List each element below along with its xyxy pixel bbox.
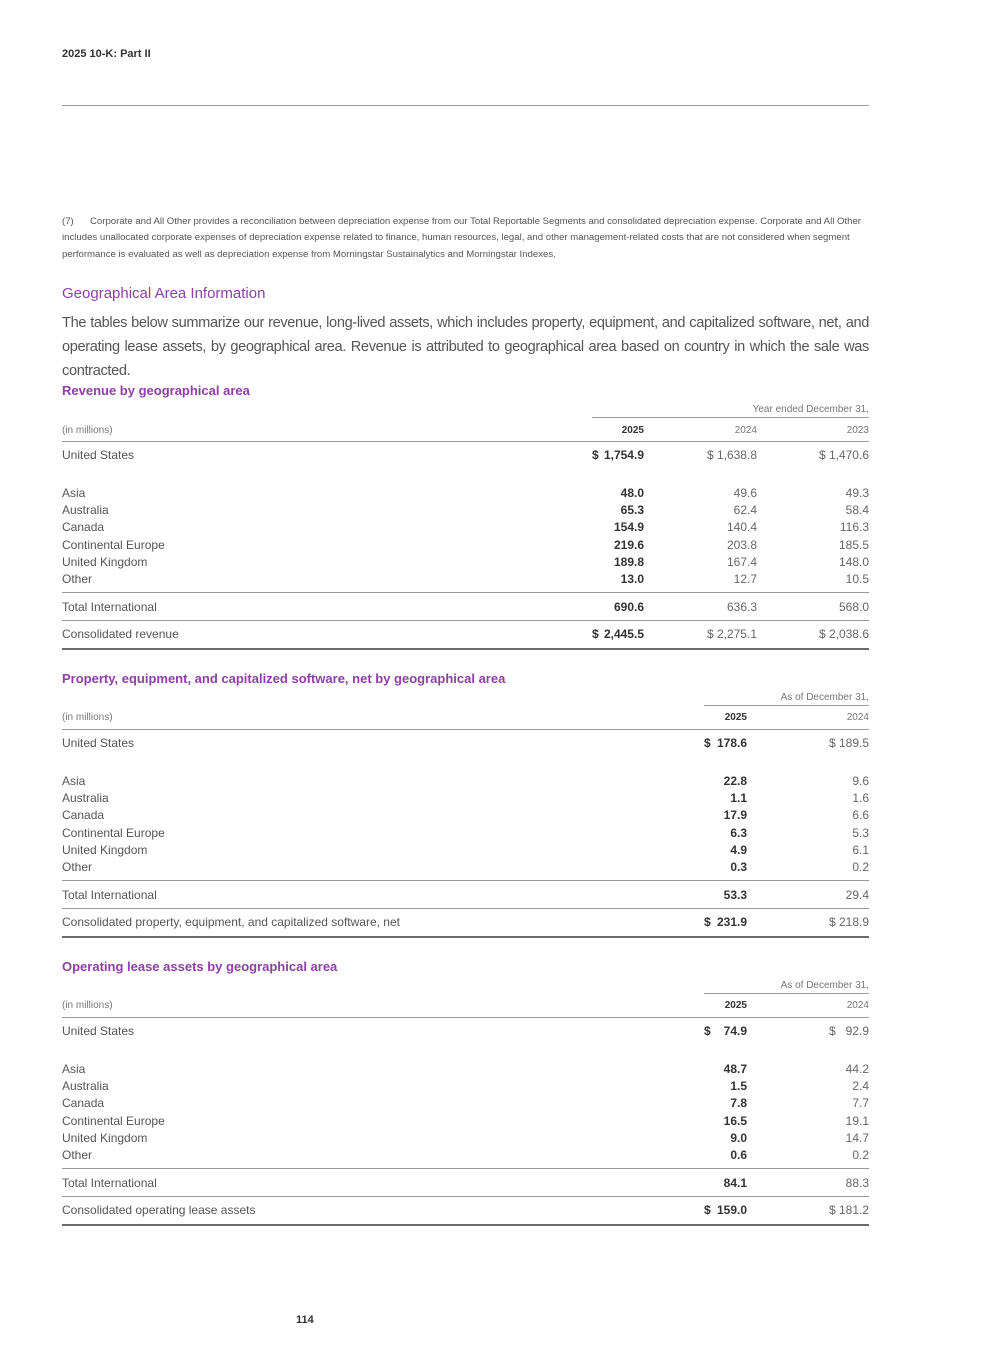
cell-2024: 203.8 bbox=[726, 538, 757, 552]
row-label: Asia bbox=[62, 774, 86, 788]
cell-2025: 2,445.5 bbox=[603, 627, 644, 641]
cell-2024: 6.6 bbox=[852, 808, 869, 822]
cell-2025: 48.7 bbox=[723, 1062, 747, 1076]
subtotal-rule bbox=[62, 1168, 869, 1169]
row-label: Other bbox=[62, 860, 93, 874]
cell-2025: 178.6 bbox=[716, 736, 747, 750]
period-rule bbox=[592, 417, 869, 418]
row-label: Continental Europe bbox=[62, 826, 165, 840]
cell-2023: 185.5 bbox=[838, 538, 869, 552]
dollar-sign: $ bbox=[707, 627, 714, 641]
row-label: Asia bbox=[62, 486, 86, 500]
row-label: Canada bbox=[62, 808, 105, 822]
cell-2025: 231.9 bbox=[716, 915, 747, 929]
cell-2024: 62.4 bbox=[733, 503, 757, 517]
row-label: Other bbox=[62, 572, 93, 586]
row-label: United States bbox=[62, 1024, 135, 1038]
total-rule bbox=[62, 620, 869, 621]
cell-2023: 116.3 bbox=[839, 520, 869, 534]
cell-2025: 1,754.9 bbox=[603, 448, 644, 462]
row-label: United States bbox=[62, 736, 135, 750]
row-label: Australia bbox=[62, 503, 109, 517]
cell-2024: 88.3 bbox=[845, 1176, 869, 1190]
cell-2024: 12.7 bbox=[733, 572, 757, 586]
cell-2024: 140.4 bbox=[726, 520, 757, 534]
cell-2023: 58.4 bbox=[845, 503, 869, 517]
col-header-2024: 2024 bbox=[734, 425, 757, 436]
subtotal-rule bbox=[62, 880, 869, 881]
dollar-sign: $ bbox=[707, 448, 714, 462]
row-label: Australia bbox=[62, 1079, 109, 1093]
cell-2025: 22.8 bbox=[723, 774, 747, 788]
cell-2025: 1.5 bbox=[730, 1079, 747, 1093]
period-rule bbox=[704, 705, 869, 706]
dollar-sign: $ bbox=[592, 448, 599, 462]
cell-2024: 1.6 bbox=[852, 791, 869, 805]
cell-2024: 49.6 bbox=[733, 486, 757, 500]
table-title: Revenue by geographical area bbox=[62, 383, 250, 398]
table-bottom-rule bbox=[62, 936, 869, 938]
section-intro: The tables below summarize our revenue, long-lived assets, which includes property, equipment, and capitalized software, net, and operating lease assets, by geographical area. Revenue is attributed to geographical area based on country in which the sale was contracted. bbox=[62, 315, 869, 379]
period-label: As of December 31, bbox=[780, 692, 869, 703]
table-bottom-rule bbox=[62, 1224, 869, 1226]
row-label: Total International bbox=[62, 600, 157, 614]
dollar-sign: $ bbox=[704, 915, 711, 929]
cell-2023: 49.3 bbox=[845, 486, 869, 500]
unit-label: (in millions) bbox=[62, 712, 113, 723]
header-rule bbox=[62, 729, 869, 730]
cell-2025: 690.6 bbox=[613, 600, 644, 614]
cell-2024: 9.6 bbox=[852, 774, 869, 788]
cell-2024: 6.1 bbox=[852, 843, 869, 857]
dollar-sign: $ bbox=[819, 627, 826, 641]
cell-2025: 53.3 bbox=[723, 888, 747, 902]
cell-2025: 74.9 bbox=[723, 1024, 747, 1038]
cell-2024: 92.9 bbox=[845, 1024, 869, 1038]
row-label: United States bbox=[62, 448, 135, 462]
cell-2025: 1.1 bbox=[730, 791, 747, 805]
col-header-2024: 2024 bbox=[846, 1000, 869, 1011]
cell-2025: 6.3 bbox=[730, 826, 747, 840]
period-label: Year ended December 31, bbox=[752, 404, 869, 415]
cell-2024: 2.4 bbox=[852, 1079, 869, 1093]
col-header-2025: 2025 bbox=[724, 712, 747, 723]
cell-2025: 0.6 bbox=[730, 1148, 747, 1162]
cell-2024: 167.4 bbox=[726, 555, 757, 569]
dollar-sign: $ bbox=[819, 448, 826, 462]
row-label: Canada bbox=[62, 1096, 105, 1110]
total-rule bbox=[62, 1196, 869, 1197]
dollar-sign: $ bbox=[704, 1024, 711, 1038]
cell-2025: 4.9 bbox=[730, 843, 747, 857]
row-label: Continental Europe bbox=[62, 538, 165, 552]
cell-2024: 29.4 bbox=[845, 888, 869, 902]
cell-2025: 65.3 bbox=[620, 503, 644, 517]
cell-2025: 48.0 bbox=[620, 486, 644, 500]
cell-2024: 44.2 bbox=[845, 1062, 869, 1076]
row-label: Consolidated property, equipment, and capitalized software, net bbox=[62, 915, 400, 929]
row-label: United Kingdom bbox=[62, 555, 148, 569]
cell-2025: 13.0 bbox=[620, 572, 644, 586]
row-label: Canada bbox=[62, 520, 105, 534]
row-label: Other bbox=[62, 1148, 93, 1162]
section-heading: Geographical Area Information bbox=[62, 285, 266, 302]
unit-label: (in millions) bbox=[62, 425, 113, 436]
running-header: 2025 10-K: Part II bbox=[62, 48, 151, 60]
cell-2023: 568.0 bbox=[838, 600, 869, 614]
cell-2024: 5.3 bbox=[852, 826, 869, 840]
cell-2025: 16.5 bbox=[723, 1114, 747, 1128]
header-rule bbox=[62, 1017, 869, 1018]
footnote-7 bbox=[62, 214, 869, 263]
cell-2024: 19.1 bbox=[845, 1114, 869, 1128]
row-label: Total International bbox=[62, 1176, 157, 1190]
cell-2025: 9.0 bbox=[730, 1131, 747, 1145]
header-rule bbox=[62, 441, 869, 442]
cell-2025: 154.9 bbox=[613, 520, 644, 534]
cell-2024: 0.2 bbox=[852, 1148, 869, 1162]
table-bottom-rule bbox=[62, 648, 869, 650]
period-rule bbox=[704, 993, 869, 994]
cell-2025: 159.0 bbox=[716, 1203, 747, 1217]
cell-2024: 14.7 bbox=[845, 1131, 869, 1145]
table-title: Property, equipment, and capitalized software, net by geographical area bbox=[62, 671, 506, 686]
col-header-2025: 2025 bbox=[621, 425, 644, 436]
cell-2024: 2,275.1 bbox=[716, 627, 757, 641]
cell-2024: 0.2 bbox=[852, 860, 869, 874]
table-title: Operating lease assets by geographical area bbox=[62, 959, 338, 974]
cell-2024: 7.7 bbox=[852, 1096, 869, 1110]
cell-2025: 189.8 bbox=[613, 555, 644, 569]
dollar-sign: $ bbox=[704, 736, 711, 750]
cell-2024: 1,638.8 bbox=[716, 448, 757, 462]
row-label: Total International bbox=[62, 888, 157, 902]
dollar-sign: $ bbox=[829, 736, 836, 750]
cell-2024: 636.3 bbox=[726, 600, 757, 614]
dollar-sign: $ bbox=[829, 1024, 836, 1038]
col-header-2025: 2025 bbox=[724, 1000, 747, 1011]
col-header-2023: 2023 bbox=[846, 425, 869, 436]
total-rule bbox=[62, 908, 869, 909]
cell-2023: 148.0 bbox=[838, 555, 869, 569]
cell-2025: 84.1 bbox=[723, 1176, 747, 1190]
cell-2025: 17.9 bbox=[723, 808, 747, 822]
page-number: 114 bbox=[296, 1314, 314, 1326]
cell-2024: 189.5 bbox=[838, 736, 869, 750]
col-header-2024: 2024 bbox=[846, 712, 869, 723]
dollar-sign: $ bbox=[829, 915, 836, 929]
row-label: United Kingdom bbox=[62, 843, 148, 857]
row-label: Consolidated operating lease assets bbox=[62, 1203, 256, 1217]
period-label: As of December 31, bbox=[780, 980, 869, 991]
unit-label: (in millions) bbox=[62, 1000, 113, 1011]
dollar-sign: $ bbox=[592, 627, 599, 641]
cell-2023: 1,470.6 bbox=[828, 448, 869, 462]
footnote-text: Corporate and All Other provides a reconciliation between depreciation expense from our Total Reportable Segments and consolidated depreciation expense. Corporate and All Other includes unallocated corporate expenses of depreciation expense related to finance, human resources, legal, and other management-related costs that are not considered when segment performance is evaluated as well as depreciation expense from Morningstar Sustainalytics and Morningstar Indexes. bbox=[62, 216, 861, 260]
cell-2023: 10.5 bbox=[845, 572, 869, 586]
row-label: United Kingdom bbox=[62, 1131, 148, 1145]
row-label: Asia bbox=[62, 1062, 86, 1076]
subtotal-rule bbox=[62, 592, 869, 593]
cell-2024: 181.2 bbox=[838, 1203, 869, 1217]
row-label: Australia bbox=[62, 791, 109, 805]
cell-2025: 0.3 bbox=[730, 860, 747, 874]
dollar-sign: $ bbox=[704, 1203, 711, 1217]
header-divider bbox=[62, 105, 869, 106]
footnote-number: (7) bbox=[62, 216, 74, 227]
row-label: Continental Europe bbox=[62, 1114, 165, 1128]
cell-2024: 218.9 bbox=[838, 915, 869, 929]
dollar-sign: $ bbox=[829, 1203, 836, 1217]
cell-2025: 219.6 bbox=[613, 538, 644, 552]
cell-2025: 7.8 bbox=[730, 1096, 747, 1110]
row-label: Consolidated revenue bbox=[62, 627, 179, 641]
cell-2023: 2,038.6 bbox=[828, 627, 869, 641]
